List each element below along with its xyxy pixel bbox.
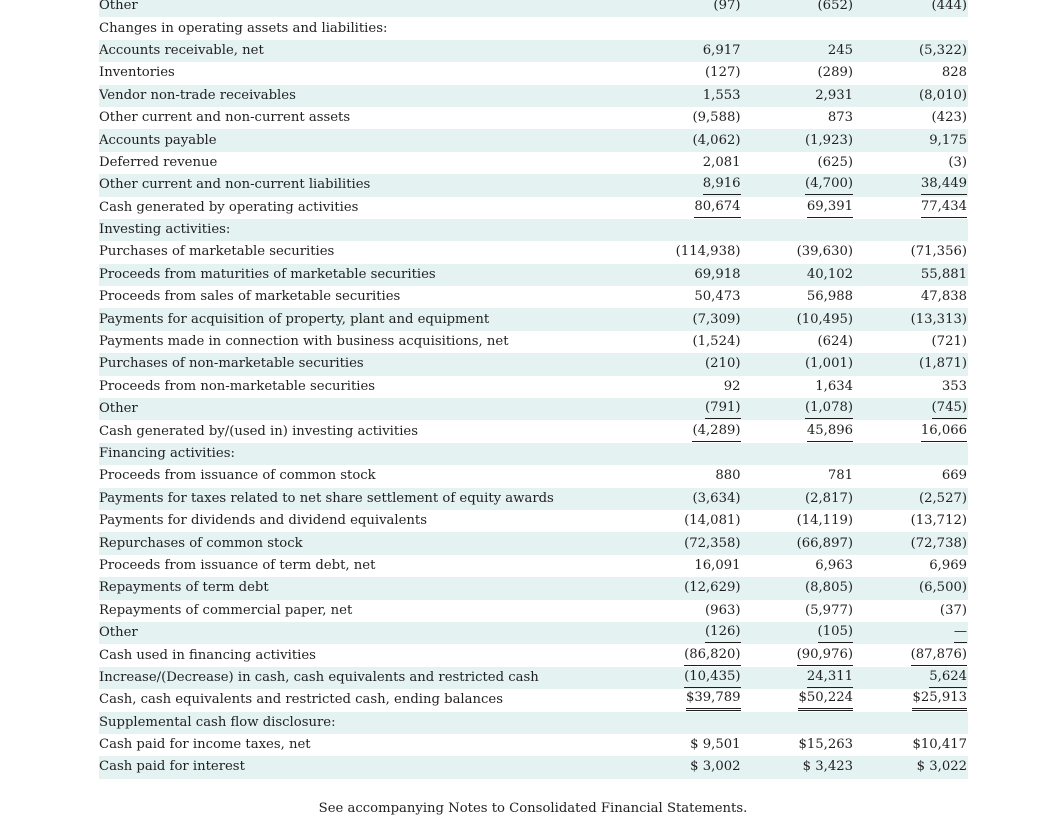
value-cell-3 xyxy=(854,0,968,17)
value-text: (963) xyxy=(705,602,741,618)
value-text: (791) xyxy=(705,399,740,419)
value-cell-2 xyxy=(740,376,854,398)
value-text: 40,102 xyxy=(806,266,853,282)
cash-flow-statement-table xyxy=(99,0,968,779)
value-text: 9,175 xyxy=(929,132,967,148)
value-cell-1 xyxy=(626,107,740,129)
value-text: $ 3,002 xyxy=(690,759,741,775)
row-label: Increase/(Decrease) in cash, cash equivalents and restricted cash xyxy=(99,667,626,689)
value-text: (14,081) xyxy=(684,513,741,529)
row-label: Payments for dividends and dividend equivalents xyxy=(99,513,427,529)
value-text: — xyxy=(954,623,967,643)
value-cell-2 xyxy=(740,152,854,174)
value-cell-1 xyxy=(626,398,740,420)
value-cell-2 xyxy=(740,689,854,711)
value-text: (90,976) xyxy=(797,646,853,666)
row-label: Other current and non-current assets xyxy=(99,110,351,126)
value-text: $ 3,022 xyxy=(916,759,967,775)
value-text: 1,634 xyxy=(815,378,853,394)
value-text: 8,916 xyxy=(703,175,741,195)
value-cell-3 xyxy=(854,488,968,510)
value-cell-1 xyxy=(626,689,740,711)
value-cell-2 xyxy=(740,308,854,330)
value-cell-3 xyxy=(854,174,968,196)
table-row xyxy=(99,398,968,420)
row-label: Vendor non-trade receivables xyxy=(99,85,626,107)
row-label: Other current and non-current liabilities xyxy=(99,174,626,196)
value-cell-1 xyxy=(626,174,740,196)
value-cell-2 xyxy=(740,555,854,577)
value-cell-3 xyxy=(854,197,968,219)
value-cell-3 xyxy=(854,241,968,263)
value-text: 2,931 xyxy=(815,87,853,103)
value-cell-1 xyxy=(626,85,740,107)
value-text: (72,358) xyxy=(684,535,741,551)
value-text: (9,588) xyxy=(692,110,741,126)
table-row xyxy=(99,241,968,263)
value-cell-1 xyxy=(626,420,740,442)
row-label: Repayments of term debt xyxy=(99,577,626,599)
row-label: Proceeds from non-marketable securities xyxy=(99,378,376,394)
row-label: Investing activities: xyxy=(99,219,626,241)
row-label: Accounts receivable, net xyxy=(99,40,626,62)
value-text: 56,988 xyxy=(806,289,853,305)
table-row xyxy=(99,331,968,353)
row-label: Financing activities: xyxy=(99,443,626,465)
value-cell-2 xyxy=(740,197,854,219)
value-text: (1,001) xyxy=(804,356,853,372)
value-text: (423) xyxy=(931,110,967,126)
value-cell-2 xyxy=(740,644,854,666)
row-label: Proceeds from issuance of common stock xyxy=(99,468,376,484)
value-text: (66,897) xyxy=(796,535,853,551)
value-text: (444) xyxy=(931,0,967,14)
value-text: 6,963 xyxy=(815,557,853,573)
value-text: 69,918 xyxy=(694,266,741,282)
value-cell-2 xyxy=(740,420,854,442)
value-cell-3 xyxy=(854,465,968,487)
value-cell-3 xyxy=(854,398,968,420)
value-cell-1 xyxy=(626,488,740,510)
value-cell-3 xyxy=(854,622,968,644)
table-row xyxy=(99,264,968,286)
value-cell-3 xyxy=(854,40,968,62)
value-cell-1 xyxy=(626,756,740,778)
value-text: (1,871) xyxy=(918,356,967,372)
value-cell-2 xyxy=(740,85,854,107)
row-label: Payments made in connection with business acquisitions, net xyxy=(99,334,509,350)
value-cell-3 xyxy=(854,689,968,711)
table-row xyxy=(99,667,968,689)
value-text: 781 xyxy=(827,468,853,484)
value-cell-3 xyxy=(854,17,968,39)
value-cell-1 xyxy=(626,734,740,756)
row-label: Other xyxy=(99,0,626,17)
value-cell-2 xyxy=(740,756,854,778)
value-text: (8,805) xyxy=(804,580,853,596)
value-cell-3 xyxy=(854,600,968,622)
value-cell-2 xyxy=(740,241,854,263)
value-cell-3 xyxy=(854,420,968,442)
table-row xyxy=(99,219,968,241)
value-text: 6,969 xyxy=(929,557,967,573)
value-cell-1 xyxy=(626,555,740,577)
table-row xyxy=(99,0,968,17)
value-cell-3 xyxy=(854,264,968,286)
row-label: Proceeds from sales of marketable securities xyxy=(99,289,401,305)
value-text: $50,224 xyxy=(798,689,853,711)
value-cell-2 xyxy=(740,510,854,532)
value-cell-1 xyxy=(626,644,740,666)
value-cell-1 xyxy=(626,17,740,39)
value-cell-1 xyxy=(626,40,740,62)
value-text: 47,838 xyxy=(920,289,967,305)
value-text: 669 xyxy=(941,468,967,484)
value-cell-1 xyxy=(626,376,740,398)
value-text: (114,938) xyxy=(675,244,741,260)
row-label: Proceeds from maturities of marketable securities xyxy=(99,264,626,286)
value-cell-3 xyxy=(854,107,968,129)
value-text: (71,356) xyxy=(910,244,967,260)
row-label: Other xyxy=(99,622,626,644)
value-text: (1,078) xyxy=(805,399,853,419)
value-text: (1,524) xyxy=(692,334,741,350)
value-cell-1 xyxy=(626,353,740,375)
value-text: 45,896 xyxy=(807,422,853,442)
value-cell-2 xyxy=(740,107,854,129)
value-cell-3 xyxy=(854,532,968,554)
value-text: (13,313) xyxy=(910,311,967,327)
row-label: Purchases of marketable securities xyxy=(99,244,335,260)
row-label: Cash paid for income taxes, net xyxy=(99,737,311,753)
value-cell-2 xyxy=(740,129,854,151)
table-row xyxy=(99,600,968,622)
value-cell-1 xyxy=(626,600,740,622)
value-text: (10,435) xyxy=(684,668,740,688)
value-cell-2 xyxy=(740,331,854,353)
value-cell-1 xyxy=(626,577,740,599)
row-label: Payments for taxes related to net share settlement of equity awards xyxy=(99,488,626,510)
value-cell-3 xyxy=(854,85,968,107)
row-label: Proceeds from issuance of term debt, net xyxy=(99,557,376,573)
value-cell-3 xyxy=(854,331,968,353)
value-text: 828 xyxy=(941,65,967,81)
row-label: Cash paid for interest xyxy=(99,756,626,778)
value-text: (624) xyxy=(817,334,853,350)
value-cell-1 xyxy=(626,241,740,263)
table-row xyxy=(99,622,968,644)
value-text: 77,434 xyxy=(921,198,967,218)
row-label: Payments for acquisition of property, plant and equipment xyxy=(99,308,626,330)
value-cell-2 xyxy=(740,174,854,196)
table-row xyxy=(99,532,968,554)
value-cell-3 xyxy=(854,555,968,577)
value-cell-2 xyxy=(740,734,854,756)
table-row xyxy=(99,129,968,151)
row-label: Purchases of non-marketable securities xyxy=(99,353,626,375)
value-cell-1 xyxy=(626,152,740,174)
value-cell-3 xyxy=(854,353,968,375)
value-cell-1 xyxy=(626,622,740,644)
value-text: 1,553 xyxy=(702,87,741,103)
value-text: 6,917 xyxy=(702,42,741,58)
value-cell-3 xyxy=(854,756,968,778)
value-cell-2 xyxy=(740,667,854,689)
value-text: $ 3,423 xyxy=(802,759,853,775)
value-cell-1 xyxy=(626,0,740,17)
row-label: Repayments of commercial paper, net xyxy=(99,602,353,618)
value-text: (72,738) xyxy=(910,535,967,551)
value-cell-1 xyxy=(626,197,740,219)
table-row xyxy=(99,555,968,577)
table-row xyxy=(99,756,968,778)
value-text: 880 xyxy=(715,468,741,484)
value-cell-1 xyxy=(626,532,740,554)
row-label: Inventories xyxy=(99,65,175,81)
table-row xyxy=(99,17,968,39)
row-label: Changes in operating assets and liabilities: xyxy=(99,20,388,36)
value-text: 2,081 xyxy=(702,154,741,170)
value-text: $25,913 xyxy=(912,689,967,711)
value-cell-2 xyxy=(740,600,854,622)
value-text: 16,066 xyxy=(921,422,967,442)
table-row xyxy=(99,712,968,734)
value-cell-1 xyxy=(626,286,740,308)
value-cell-1 xyxy=(626,129,740,151)
value-cell-3 xyxy=(854,376,968,398)
value-text: $39,789 xyxy=(686,689,741,711)
value-text: 55,881 xyxy=(920,266,967,282)
value-text: (12,629) xyxy=(684,580,741,596)
value-cell-2 xyxy=(740,264,854,286)
value-cell-2 xyxy=(740,286,854,308)
value-cell-2 xyxy=(740,17,854,39)
value-text: (127) xyxy=(705,65,741,81)
row-label: Repurchases of common stock xyxy=(99,532,626,554)
value-cell-2 xyxy=(740,622,854,644)
row-label: Deferred revenue xyxy=(99,154,218,170)
value-cell-3 xyxy=(854,667,968,689)
table-row xyxy=(99,689,968,711)
value-text: $15,263 xyxy=(798,737,853,753)
value-text: (97) xyxy=(713,0,741,14)
value-text: (105) xyxy=(818,623,853,643)
value-text: (37) xyxy=(939,602,967,618)
table-row xyxy=(99,152,968,174)
table-row xyxy=(99,443,968,465)
row-label: Cash used in financing activities xyxy=(99,647,316,663)
value-text: (2,527) xyxy=(918,490,967,506)
row-label: Other xyxy=(99,398,626,420)
value-text: (5,322) xyxy=(918,42,967,58)
value-text: (6,500) xyxy=(918,580,967,596)
value-text: (721) xyxy=(931,334,967,350)
value-cell-3 xyxy=(854,712,968,734)
value-text: (4,289) xyxy=(692,422,740,442)
value-text: (210) xyxy=(705,356,741,372)
value-text: (625) xyxy=(817,154,853,170)
value-cell-3 xyxy=(854,734,968,756)
value-cell-2 xyxy=(740,40,854,62)
value-text: 873 xyxy=(827,110,853,126)
value-text: (5,977) xyxy=(804,602,853,618)
value-text: 50,473 xyxy=(694,289,741,305)
table-row xyxy=(99,644,968,666)
value-text: (8,010) xyxy=(918,87,967,103)
table-row xyxy=(99,510,968,532)
table-row xyxy=(99,286,968,308)
value-cell-3 xyxy=(854,443,968,465)
value-cell-3 xyxy=(854,219,968,241)
value-cell-2 xyxy=(740,219,854,241)
value-cell-1 xyxy=(626,219,740,241)
value-text: (10,495) xyxy=(796,311,853,327)
value-text: (652) xyxy=(817,0,853,14)
value-text: 353 xyxy=(941,378,967,394)
table-row xyxy=(99,107,968,129)
row-label: Accounts payable xyxy=(99,129,626,151)
footer-note: See accompanying Notes to Consolidated Financial Statements. xyxy=(318,801,748,816)
row-label: Cash, cash equivalents and restricted cash, ending balances xyxy=(99,692,503,708)
value-cell-2 xyxy=(740,577,854,599)
value-cell-1 xyxy=(626,308,740,330)
value-cell-1 xyxy=(626,465,740,487)
table-row xyxy=(99,353,968,375)
table-row xyxy=(99,488,968,510)
value-cell-2 xyxy=(740,353,854,375)
value-cell-2 xyxy=(740,62,854,84)
table-row xyxy=(99,420,968,442)
value-text: (3) xyxy=(948,154,967,170)
value-text: (289) xyxy=(817,65,853,81)
row-label: Supplemental cash flow disclosure: xyxy=(99,712,626,734)
value-cell-3 xyxy=(854,129,968,151)
table-row xyxy=(99,40,968,62)
table-row xyxy=(99,465,968,487)
value-text: (2,817) xyxy=(804,490,853,506)
value-cell-3 xyxy=(854,152,968,174)
value-cell-1 xyxy=(626,510,740,532)
table-row xyxy=(99,62,968,84)
table-row xyxy=(99,197,968,219)
value-cell-2 xyxy=(740,532,854,554)
value-cell-1 xyxy=(626,443,740,465)
value-cell-1 xyxy=(626,62,740,84)
value-cell-1 xyxy=(626,264,740,286)
value-cell-2 xyxy=(740,398,854,420)
value-text: (87,876) xyxy=(911,646,967,666)
value-text: (1,923) xyxy=(804,132,853,148)
value-text: $ 9,501 xyxy=(690,737,741,753)
value-text: 69,391 xyxy=(807,198,853,218)
value-text: (7,309) xyxy=(692,311,741,327)
value-text: 80,674 xyxy=(694,198,740,218)
table-row xyxy=(99,376,968,398)
statement-body xyxy=(99,0,968,779)
value-text: (745) xyxy=(932,399,967,419)
table-row xyxy=(99,174,968,196)
value-text: (14,119) xyxy=(796,513,853,529)
value-text: (13,712) xyxy=(910,513,967,529)
value-text: 38,449 xyxy=(921,175,967,195)
value-cell-1 xyxy=(626,667,740,689)
value-text: (126) xyxy=(705,623,740,643)
value-cell-3 xyxy=(854,510,968,532)
value-cell-3 xyxy=(854,62,968,84)
value-cell-2 xyxy=(740,488,854,510)
value-text: (3,634) xyxy=(692,490,741,506)
value-text: 5,624 xyxy=(929,668,967,688)
value-cell-1 xyxy=(626,331,740,353)
value-text: (4,062) xyxy=(692,132,741,148)
table-row xyxy=(99,577,968,599)
value-cell-2 xyxy=(740,465,854,487)
value-cell-3 xyxy=(854,577,968,599)
value-text: (4,700) xyxy=(805,175,853,195)
value-text: 24,311 xyxy=(807,668,853,688)
table-row xyxy=(99,734,968,756)
value-cell-3 xyxy=(854,286,968,308)
value-text: (86,820) xyxy=(684,646,740,666)
value-text: 16,091 xyxy=(694,557,741,573)
value-cell-2 xyxy=(740,0,854,17)
value-cell-2 xyxy=(740,712,854,734)
value-text: (39,630) xyxy=(796,244,853,260)
value-text: $10,417 xyxy=(912,737,967,753)
value-cell-3 xyxy=(854,644,968,666)
row-label: Cash generated by/(used in) investing activities xyxy=(99,423,418,439)
value-cell-1 xyxy=(626,712,740,734)
value-text: 92 xyxy=(723,378,741,394)
value-text: 245 xyxy=(827,42,853,58)
table-row xyxy=(99,308,968,330)
value-cell-2 xyxy=(740,443,854,465)
table-row xyxy=(99,85,968,107)
value-cell-3 xyxy=(854,308,968,330)
row-label: Cash generated by operating activities xyxy=(99,199,359,215)
